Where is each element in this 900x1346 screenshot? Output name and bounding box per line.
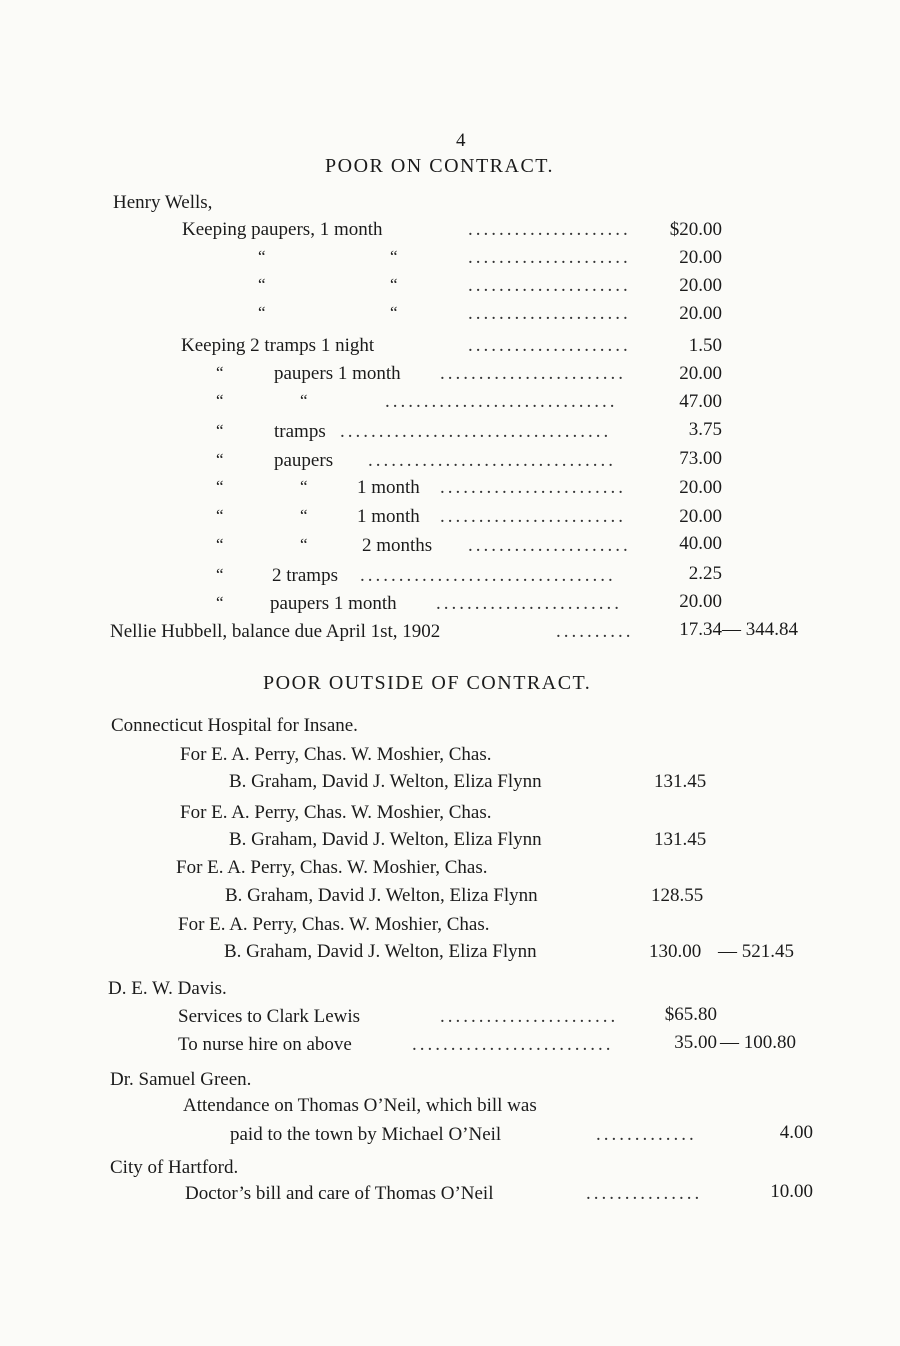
dot-leader: ..................... bbox=[468, 304, 631, 323]
ditto-mark: “ bbox=[300, 477, 308, 496]
entry-label: paupers bbox=[274, 450, 334, 471]
patient-line: B. Graham, David J. Welton, Eliza Flynn bbox=[229, 771, 542, 792]
payee-name: Dr. Samuel Green. bbox=[110, 1069, 252, 1090]
entry-amount: 20.00 bbox=[679, 363, 722, 384]
dot-leader: ........................ bbox=[440, 478, 626, 497]
entry-label: tramps bbox=[274, 421, 326, 442]
patient-line: For E. A. Perry, Chas. W. Moshier, Chas. bbox=[178, 914, 490, 935]
entry-amount: 20.00 bbox=[679, 275, 722, 296]
dot-leader: ....................... bbox=[440, 1007, 619, 1026]
entry-amount: 47.00 bbox=[679, 391, 722, 412]
entry-label: 1 month bbox=[357, 477, 420, 498]
dot-leader: ................................ bbox=[368, 451, 616, 470]
hospital-name: Connecticut Hospital for Insane. bbox=[111, 715, 358, 736]
entry-amount: 17.34 bbox=[679, 619, 722, 640]
entry-amount: 4.00 bbox=[779, 1122, 813, 1143]
entry-amount: 20.00 bbox=[679, 506, 722, 527]
ditto-mark: “ bbox=[390, 303, 398, 322]
entry-amount: 73.00 bbox=[679, 448, 722, 469]
dot-leader: ................................. bbox=[360, 566, 616, 585]
dot-leader: ..................... bbox=[468, 276, 631, 295]
ditto-mark: “ bbox=[258, 303, 266, 322]
section-total: — 344.84 bbox=[722, 619, 798, 640]
entry-amount: 2.25 bbox=[688, 563, 722, 584]
entry-label: 1 month bbox=[357, 506, 420, 527]
dot-leader: ............... bbox=[586, 1184, 703, 1203]
patient-line: For E. A. Perry, Chas. W. Moshier, Chas. bbox=[180, 802, 492, 823]
entry-amount: 10.00 bbox=[770, 1181, 813, 1202]
entry-label: 2 tramps bbox=[272, 565, 338, 586]
dot-leader: ........................ bbox=[440, 364, 626, 383]
entry-amount: $20.00 bbox=[669, 219, 722, 240]
entry-amount: 3.75 bbox=[688, 419, 722, 440]
entry-amount: 35.00 bbox=[674, 1032, 717, 1053]
dot-leader: ........................ bbox=[440, 507, 626, 526]
ditto-mark: “ bbox=[216, 450, 224, 469]
section-title-contract: POOR ON CONTRACT. bbox=[325, 155, 555, 177]
dot-leader: ................................... bbox=[340, 422, 612, 441]
dot-leader: .......... bbox=[556, 622, 634, 641]
entry-amount: 131.45 bbox=[654, 829, 707, 850]
dot-leader: ..................... bbox=[468, 536, 631, 555]
dot-leader: .............................. bbox=[385, 392, 618, 411]
dot-leader: ..................... bbox=[468, 220, 631, 239]
entry-amount: 20.00 bbox=[679, 303, 722, 324]
ditto-mark: “ bbox=[300, 391, 308, 410]
ditto-mark: “ bbox=[258, 275, 266, 294]
entry-amount: 20.00 bbox=[679, 247, 722, 268]
ditto-mark: “ bbox=[300, 506, 308, 525]
ditto-mark: “ bbox=[216, 477, 224, 496]
section-total: — 521.45 bbox=[718, 941, 794, 962]
ditto-mark: “ bbox=[216, 391, 224, 410]
ditto-mark: “ bbox=[300, 535, 308, 554]
dot-leader: .......................... bbox=[412, 1035, 614, 1054]
entry-label: Keeping 2 tramps 1 night bbox=[181, 335, 375, 356]
entry-amount: 131.45 bbox=[654, 771, 707, 792]
entry-amount: 20.00 bbox=[679, 477, 722, 498]
entry-label: To nurse hire on above bbox=[178, 1034, 352, 1055]
patient-line: B. Graham, David J. Welton, Eliza Flynn bbox=[224, 941, 537, 962]
ditto-mark: “ bbox=[216, 565, 224, 584]
entry-label: 2 months bbox=[362, 535, 433, 556]
ditto-mark: “ bbox=[216, 363, 224, 382]
patient-line: B. Graham, David J. Welton, Eliza Flynn bbox=[225, 885, 538, 906]
section-title-outside: POOR OUTSIDE OF CONTRACT. bbox=[263, 672, 592, 694]
dot-leader: ..................... bbox=[468, 336, 631, 355]
entry-label: Attendance on Thomas O’Neil, which bill was bbox=[183, 1095, 537, 1116]
payee-name: City of Hartford. bbox=[110, 1157, 239, 1178]
dot-leader: ........................ bbox=[436, 594, 622, 613]
ditto-mark: “ bbox=[216, 593, 224, 612]
patient-line: For E. A. Perry, Chas. W. Moshier, Chas. bbox=[180, 744, 492, 765]
ditto-mark: “ bbox=[390, 247, 398, 266]
entry-label: Services to Clark Lewis bbox=[178, 1006, 361, 1027]
ditto-mark: “ bbox=[216, 421, 224, 440]
ditto-mark: “ bbox=[216, 535, 224, 554]
section-total: — 100.80 bbox=[720, 1032, 796, 1053]
entry-amount: $65.80 bbox=[664, 1004, 717, 1025]
entry-amount: 130.00 bbox=[649, 941, 702, 962]
entry-amount: 128.55 bbox=[651, 885, 704, 906]
entry-amount: 20.00 bbox=[679, 591, 722, 612]
entry-label: paid to the town by Michael O’Neil bbox=[230, 1124, 502, 1145]
ditto-mark: “ bbox=[390, 275, 398, 294]
entry-amount: 40.00 bbox=[679, 533, 722, 554]
ditto-mark: “ bbox=[258, 247, 266, 266]
page-number: 4 bbox=[456, 130, 466, 151]
entry-label: paupers 1 month bbox=[274, 363, 401, 384]
entry-label: paupers 1 month bbox=[270, 593, 397, 614]
entry-label: Keeping paupers, 1 month bbox=[182, 219, 383, 240]
entry-label: Nellie Hubbell, balance due April 1st, 1902 bbox=[110, 621, 441, 642]
entry-label: Doctor’s bill and care of Thomas O’Neil bbox=[185, 1183, 494, 1204]
patient-line: For E. A. Perry, Chas. W. Moshier, Chas. bbox=[176, 857, 488, 878]
entry-amount: 1.50 bbox=[688, 335, 722, 356]
payee-name: Henry Wells, bbox=[113, 192, 213, 213]
ditto-mark: “ bbox=[216, 506, 224, 525]
payee-name: D. E. W. Davis. bbox=[108, 978, 227, 999]
patient-line: B. Graham, David J. Welton, Eliza Flynn bbox=[229, 829, 542, 850]
dot-leader: ............. bbox=[596, 1125, 697, 1144]
dot-leader: ..................... bbox=[468, 248, 631, 267]
